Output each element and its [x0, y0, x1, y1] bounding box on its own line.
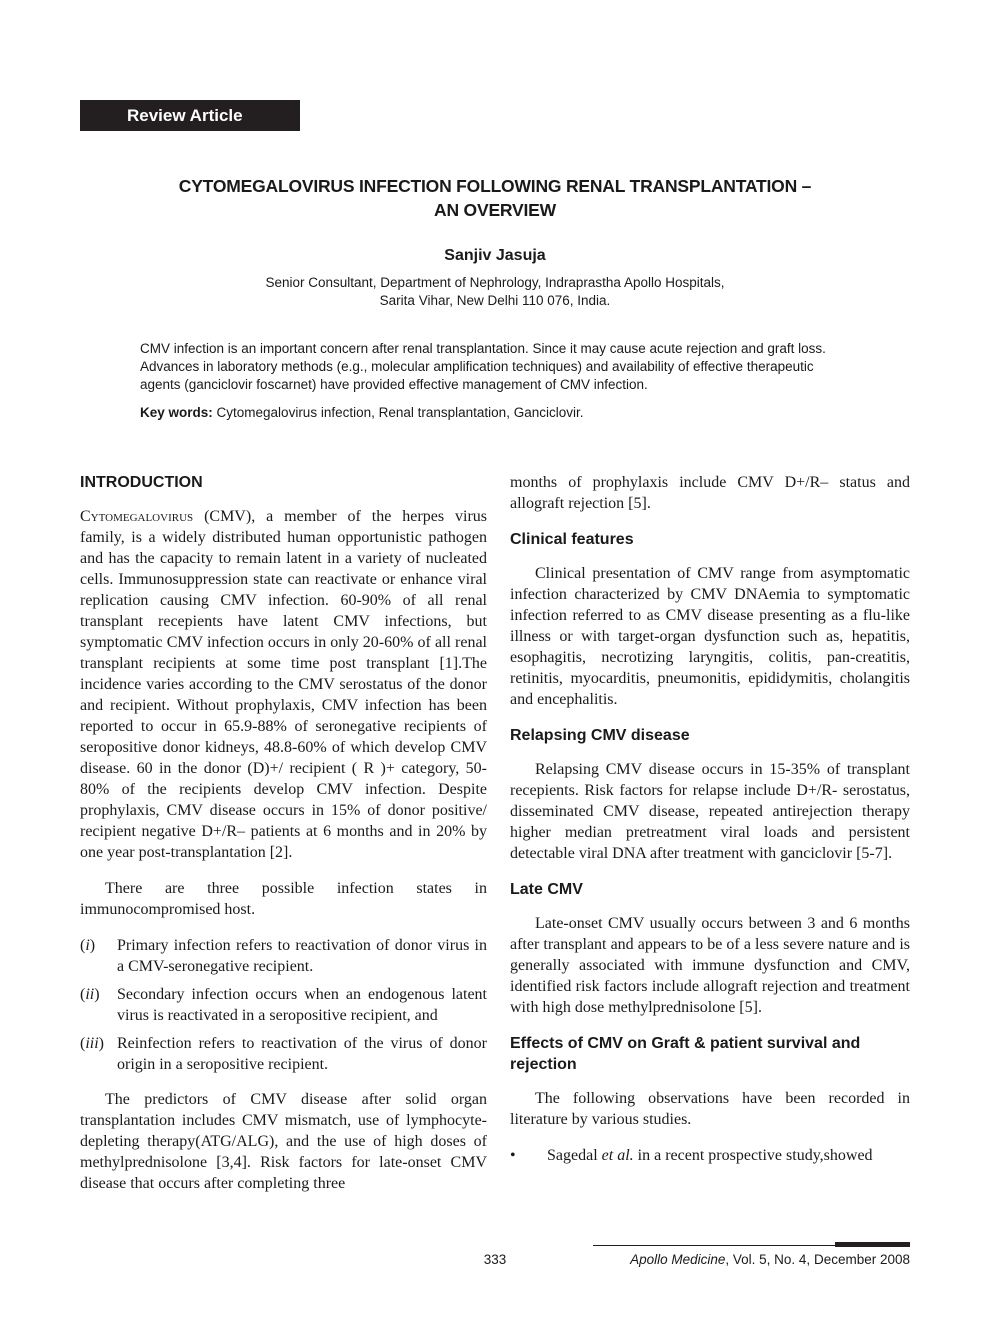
- author-name: Sanjiv Jasuja: [444, 247, 546, 264]
- keywords-text: Cytomegalovirus infection, Renal transplantation, Ganciclovir.: [212, 405, 584, 420]
- affiliation-line-1: Senior Consultant, Department of Nephrology, Indraprastha Apollo Hospitals,: [265, 275, 725, 290]
- intro-paragraph-3: The predictors of CMV disease after solid organ transplantation includes CMV mismatch, use of lymphocyte-depleting therapy(ATG/ALG), and the use of high doses of methylprednisolone [3,4]. Risk factors for late-onset CMV disease that occurs after completing three: [80, 1091, 487, 1192]
- title-line-2: AN OVERVIEW: [434, 200, 556, 220]
- journal-volume: , Vol. 5, No. 4, December 2008: [725, 1252, 910, 1267]
- list-item-text: Reinfection refers to reactivation of the virus of donor origin in a seropositive recipient.: [117, 1035, 487, 1073]
- journal-name: Apollo Medicine: [630, 1252, 726, 1267]
- list-item-number: (i): [80, 937, 96, 954]
- infection-states-list: [80, 935, 487, 1075]
- list-item-number: (iii): [80, 1035, 104, 1052]
- observations-list: [510, 1145, 910, 1166]
- article-title: [80, 174, 910, 222]
- left-column: [80, 472, 487, 1209]
- keywords: [140, 404, 852, 422]
- journal-citation: [630, 1252, 910, 1268]
- list-item-text: Primary infection refers to reactivation of donor virus in a CMV-seronegative recipient.: [117, 937, 487, 975]
- keywords-label: Key words:: [140, 405, 213, 420]
- title-line-1: CYTOMEGALOVIRUS INFECTION FOLLOWING RENAL TRANSPLANTATION –: [178, 176, 812, 196]
- bullet-text: in a recent prospective study,showed: [633, 1147, 873, 1164]
- clinical-features-paragraph: Clinical presentation of CMV range from asymptomatic infection characterized by CMV DNAemia to symptomatic infection referred to as CMV disease presenting as a flu-like illness or with target-organ dysfunction such as, hepatitis, esophagitis, necrotizing laryngitis, colitis, pan-creatitis, retinitis, myocarditis, pneumonitis, epididymitis, cholangitis and encephalitis.: [510, 565, 910, 708]
- effects-paragraph: The following observations have been recorded in literature by various studies.: [510, 1090, 910, 1128]
- section-heading-introduction: INTRODUCTION: [80, 474, 203, 491]
- article-type-badge: Review Article: [80, 100, 300, 131]
- list-item: [80, 935, 487, 977]
- section-heading-late-cmv: Late CMV: [510, 881, 583, 898]
- late-cmv-paragraph: Late-onset CMV usually occurs between 3 and 6 months after transplant and appears to be of a less severe nature and is generally associated with immune dysfunction and CMV, identified risk factors include allograft rejection and treatment with high dose methylprednisolone [5].: [510, 915, 910, 1016]
- list-item: [80, 984, 487, 1026]
- right-column: [510, 472, 910, 1166]
- abstract: CMV infection is an important concern after renal transplantation. Since it may cause acute rejection and graft loss. Advances in laboratory methods (e.g., molecular amplification techniques) and availability of effective therapeutic agents (ganciclovir foscarnet) have provided effective management of CMV infection.: [140, 341, 826, 392]
- footer-rule-accent: [835, 1242, 910, 1247]
- intro-lead-word: Cytomegalovirus: [80, 508, 194, 525]
- list-item: [510, 1145, 910, 1166]
- intro-paragraph-1: [80, 506, 487, 863]
- bullet-icon: •: [510, 1147, 516, 1164]
- bullet-author: Sagedal: [547, 1147, 602, 1164]
- section-heading-relapsing-cmv: Relapsing CMV disease: [510, 727, 690, 744]
- continued-paragraph: months of prophylaxis include CMV D+/R– status and allograft rejection [5].: [510, 474, 910, 512]
- section-heading-clinical-features: Clinical features: [510, 531, 634, 548]
- author-affiliation: [80, 274, 910, 310]
- affiliation-line-2: Sarita Vihar, New Delhi 110 076, India.: [379, 293, 611, 308]
- section-heading-effects: Effects of CMV on Graft & patient survival and rejection: [510, 1035, 861, 1073]
- intro-paragraph-2: There are three possible infection states in immunocompromised host.: [80, 880, 487, 918]
- list-item-number: (ii): [80, 986, 100, 1003]
- page-number: 333: [483, 1252, 507, 1267]
- list-item: [80, 1033, 487, 1075]
- relapsing-cmv-paragraph: Relapsing CMV disease occurs in 15-35% of transplant recepients. Risk factors for relapse include D+/R- serostatus, disseminated CMV disease, repeated antirejection therapy higher median pretreatment viral loads and persistent detectable viral DNA after treatment with ganciclovir [5-7].: [510, 761, 910, 862]
- list-item-text: Secondary infection occurs when an endogenous latent virus is reactivated in a seropositive recipient, and: [117, 986, 487, 1024]
- intro-paragraph-1-text: (CMV), a member of the herpes virus family, is a widely distributed human opportunistic pathogen and has the capacity to remain latent in a variety of nucleated cells. Immunosuppression state can reactivate or enhance viral replication causing CMV infection. 60-90% of all renal transplant recepients have latent CMV infections, but symptomatic CMV infection occurs in only 20-60% of all renal transplant recipients at some time post transplant [1].The incidence varies according to the CMV serostatus of the donor and recipient. Without prophylaxis, CMV infection has been reported to occur in 65.9-88% of seronegative recipients of seropositive donor kidneys, 48.8-60% of which develop CMV disease. 60 in the donor (D)+/ recipient ( R )+ category, 50-80% of the recipients develop CMV infection. Despite prophylaxis, CMV disease occurs in 15% of donor positive/ recipient negative D+/R– patients at 6 months and in 20% by one year post-transplantation [2].: [80, 508, 487, 861]
- bullet-etal: et al.: [601, 1147, 634, 1164]
